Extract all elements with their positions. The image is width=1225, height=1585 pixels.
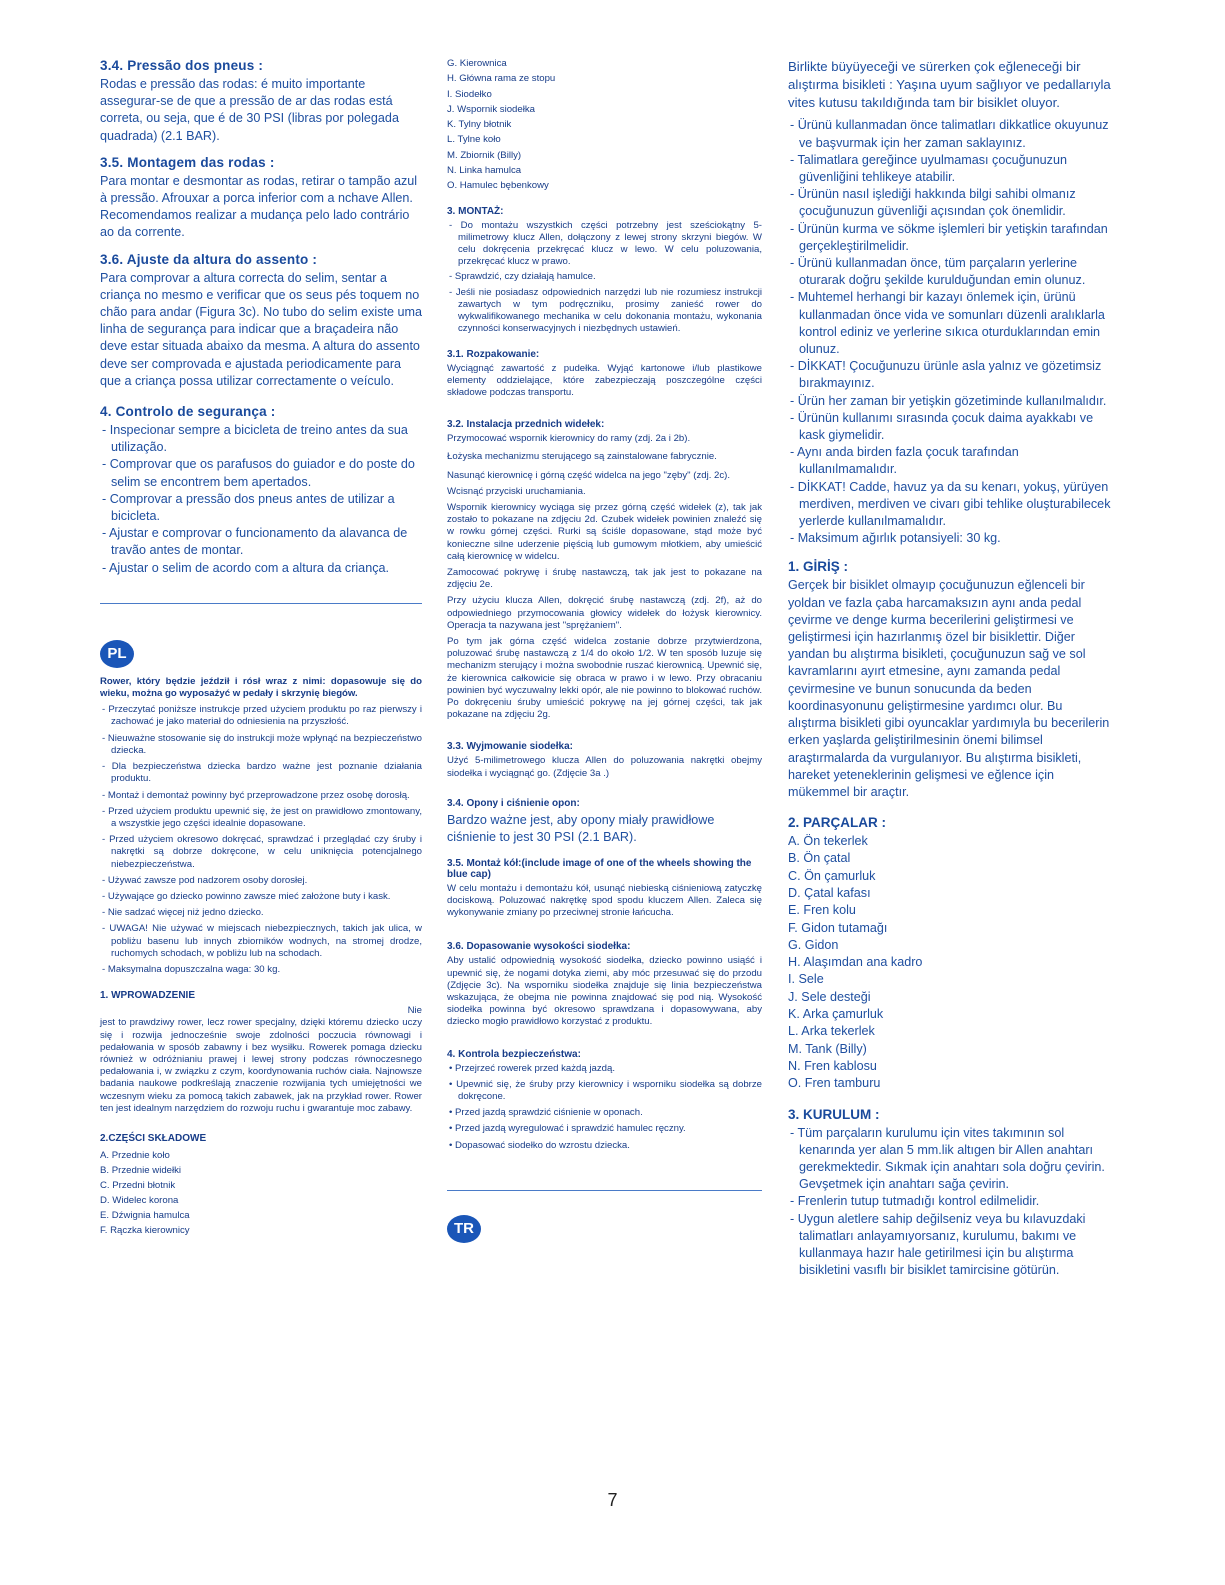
pl-assembly-list: [447, 220, 762, 336]
pl-s34-title: 3.4. Opony i ciśnienie opon:: [447, 797, 580, 809]
list-item: - Comprovar que os parafusos do guiador e do poste do selim se encontrem bem apertados.: [102, 457, 415, 489]
tr-language-badge: TR: [447, 1215, 481, 1243]
tr-badge-wrap: [447, 1215, 762, 1243]
list-item: - Do montażu wszystkich części potrzebny jest sześciokątny 5-milimetrowy klucz Allen, dołączony z lewej strony skrzyni biegów. W celu dokręcenia przekręcać klucz w lewo. W celu poluzowania, przekręcać klucz w prawo.: [449, 219, 762, 268]
section-divider: [447, 1190, 762, 1191]
list-item: - Używać zawsze pod nadzorem osoby dorosłej.: [102, 874, 308, 886]
pl-s35-text: W celu montażu i demontażu kół, usunąć niebieską ciśnieniową zatyczkę dociskową. Poluzować nakrętkę spod spodu kluczem Allen. Zaleca się wykonywanie zmiany po przeciwnej stronie łańcucha.: [447, 882, 762, 919]
list-item: A. Ön tekerlek: [788, 834, 868, 849]
list-item: G. Gidon: [788, 937, 839, 952]
list-item: • Dopasować siodełko do wzrostu dziecka.: [449, 1139, 630, 1151]
list-item: - Talimatlara gereğince uyulmaması çocuğunuzun güvenliğini tehlikeye atabilir.: [790, 152, 1067, 184]
list-item: - Maksimum ağırlık potansiyeli: 30 kg.: [790, 531, 1001, 546]
list-item: - Przed użyciem produktu upewnić się, że jest on prawidłowo zmontowany, a wszystkie jego części idealnie dopasowane.: [102, 805, 422, 829]
list-item: A. Przednie koło: [100, 1149, 170, 1161]
pl-s36-text: Aby ustalić odpowiednią wysokość siodełka, dziecko powinno usiąść i upewnić się, że nogami dotyka ziemi, aby móc przesuwać się do przodu (Zdjęcie 3c). Na wsporniku siodełka znajduje się linia bezpieczeństwa wskazująca, że obejma nie powinna znajdować się pod nią. Wysokość siodełka powinna być okresowo sprawdzana i dopasowywana, aby dziecko mogło prawidłowo korzystać z produktu.: [447, 955, 762, 1028]
tr-intro: Birlikte büyüyeceği ve sürerken çok eğleneceği bir alıştırma bisikleti : Yaşına uyum sağlıyor ve pedallarıyla vites kutusu takıldığında tam bir bisiklet oluyor.: [788, 59, 1111, 110]
pl-warnings-list: [100, 704, 422, 976]
pl-s32-p1: Przymocować wspornik kierownicy do ramy (zdj. 2a i 2b).: [447, 433, 691, 445]
pt-s36-title: 3.6. Ajuste da altura do assento :: [100, 251, 318, 267]
pl-s1-title: 1. WPROWADZENIE: [100, 990, 196, 1002]
pl-s32-p8: Po tym jak górna część widelca zostanie dobrze przytwierdzona, poluzować śrubę nastawczą z 1/4 do około 1/2. W ten sposób luzuje się mechanizm sterujący i można swobodnie ruszać kierownicą. Upewnić się, że kierownica całkowicie się obraca w prawo i w lewo. Przy obracaniu powinien być wyczuwalny lekki opór, ale nie powinno to blokować ruchów. Po dokręceniu śruby umieścić pokrywę na jej górnej części, tak jak pokazane na zdjęciu 2g.: [447, 635, 762, 721]
pl-s36-title: 3.6. Dopasowanie wysokości siodełka:: [447, 941, 631, 953]
list-item: E. Dźwignia hamulca: [100, 1210, 190, 1222]
list-item: - Przed użyciem okresowo dokręcać, sprawdzać i przeglądać czy śruby i nakrętki są dobrze dokręcone, w celu uniknięcia potencjalnego niebezpieczeństwa.: [102, 834, 422, 870]
list-item: D. Widelec korona: [100, 1195, 179, 1207]
pl-language-badge: PL: [100, 640, 134, 668]
pl-s32-title: 3.2. Instalacja przednich widełek:: [447, 419, 605, 431]
list-item: N. Linka hamulca: [447, 165, 522, 177]
pl-safety-list: [447, 1063, 762, 1152]
list-item: L. Tylne koło: [447, 134, 501, 146]
list-item: J. Wspornik siodełka: [447, 103, 535, 115]
pt-s34-text: Rodas e pressão das rodas: é muito importante assegurar-se de que a pressão de ar das rodas está correta, ou seja, que é de 30 PSI (libras por polegada quadrada) (2.1 BAR).: [100, 77, 399, 143]
list-item: I. Sele: [788, 972, 824, 987]
tr-warnings-list: [788, 117, 1113, 547]
list-item: - Inspecionar sempre a bicicleta de treino antes da sua utilização.: [102, 423, 408, 455]
column-middle: [447, 56, 762, 1243]
pt-s34-title: 3.4. Pressão dos pneus :: [100, 58, 264, 73]
pt-s36-text: Para comprovar a altura correcta do selim, sentar a criança no mesmo e verificar que os seus pés toquem no chão para andar (Figura 3c). No tubo do selim existe uma linha de segurança para indicar que a braçadeira não deve estar situada abaixo da mesma. A altura do assento deve ser comprovada e ajustada periodicamente para que a criança possa utilizar correctamente o veículo.: [100, 270, 423, 388]
pl-s34-text: Bardzo ważne jest, aby opony miały prawidłowe ciśnienie to jest 30 PSI (2.1 BAR).: [447, 812, 715, 844]
list-item: - Maksymalna dopuszczalna waga: 30 kg.: [102, 963, 281, 975]
column-left: [100, 52, 422, 1239]
pl-s1-text-a: Nie: [407, 1005, 422, 1017]
list-item: - Nieuważne stosowanie się do instrukcji może wpłynąć na bezpieczeństwo dziecka.: [102, 732, 422, 756]
list-item: N. Fren kablosu: [788, 1058, 877, 1073]
list-item: • Upewnić się, że śruby przy kierownicy i wsporniku siodełka są dobrze dokręcone.: [449, 1078, 762, 1103]
list-item: - Ürünün nasıl işlediği hakkında bilgi sahibi olmanız çocuğunuzun güvenliği açısından çok önemlidir.: [790, 187, 1076, 219]
list-item: - Ürünün kullanımı sırasında çocuk daima ayakkabı ve kask giymelidir.: [790, 410, 1094, 443]
list-item: C. Ön çamurluk: [788, 868, 876, 883]
pt-s35-title: 3.5. Montagem das rodas :: [100, 154, 275, 170]
list-item: - Ürün her zaman bir yetişkin gözetiminde kullanılmalıdır.: [790, 393, 1107, 408]
list-item: C. Przedni błotnik: [100, 1180, 176, 1192]
list-item: - Montaż i demontaż powinny być przeprowadzone przez osobę dorosłą.: [102, 789, 410, 801]
list-item: B. Przednie widełki: [100, 1165, 182, 1177]
pl-intro: Rower, który będzie jeździł i rósł wraz z nimi: dopasowuje się do wieku, można go wyposażyć w pedały i skrzynię biegów.: [100, 675, 422, 700]
list-item: - Ajustar o selim de acordo com a altura da criança.: [102, 560, 389, 575]
pl-s1-text-b: jest to prawdziwy rower, lecz rower specjalny, dzięki któremu dziecko uczy się i rozwija jednocześnie swoje zdolności poczucia równowagi i pedałowania w sposób zabawny i bez wysiłku. Rowerek pomaga dziecku również w odróżnianiu prawej i lewej strony podczas równoczesnego pedałowania i, w związku z czym, koordynowania ruchów ciała. Najnowsze badania naukowe podkreślają znaczenie rozwijania tych umiejętności we wczesnym wieku za pomocą takich zabawek, jak na przykład rower. Rower ten jest idealnym narzędziem do rozwoju ruchu i gwarantuje moc zabawy.: [100, 1017, 422, 1114]
pl-s35-title: 3.5. Montaż kół:(include image of one of the wheels showing the blue cap): [447, 857, 752, 880]
pl-s31-text: Wyciągnąć zawartość z pudełka. Wyjąć kartonowe i/lub plastikowe elementy oddzielające, które zabezpieczają poszczególne części składowe podczas transportu.: [447, 362, 762, 398]
pl-s2-title: 2.CZĘŚCI SKŁADOWE: [100, 1132, 207, 1144]
list-item: - Ürünün kurma ve sökme işlemleri bir yetişkin tarafından gerçekleştirilmelidir.: [790, 221, 1108, 253]
list-item: M. Zbiornik (Billy): [447, 149, 522, 161]
list-item: - Muhtemel herhangi bir kazayı önlemek için, ürünü kullanmadan önce vida ve somunları düzenli aralıklarla kontrol ediniz ve yerlerine sıkıca oturduklarından emin olunuz.: [790, 290, 1105, 357]
list-item: M. Tank (Billy): [788, 1041, 867, 1056]
pl-s33-text: Użyć 5-milimetrowego klucza Allen do poluzowania nakrętki obejmy siodełka i wyciągnąć go. (Zdjęcie 3a .): [447, 755, 762, 779]
pt-s35-text: Para montar e desmontar as rodas, retirar o tampão azul à pressão. Afrouxar a porca inferior com a nchave Allen. Recomendamos realizar a mudança pelo lado contrário ao da corrente.: [100, 173, 418, 240]
tr-s1-title: 1. GİRİŞ :: [788, 559, 849, 575]
pl-s32-p7: Przy użyciu klucza Allen, dokręcić śrubę nastawczą (zdj. 2f), aż do odpowiedniego przymocowania głowicy widełek do łożysk kierownicy. Operacja ta nazywana jest "sprężaniem".: [447, 595, 762, 631]
list-item: - UWAGA! Nie używać w miejscach niebezpiecznych, takich jak ulica, w pobliżu basenu lub innych zbiorników wodnych, na stromej drodze, ruchomych schodach, w pobliżu lub na schodach.: [102, 923, 422, 959]
list-item: G. Kierownica: [447, 58, 507, 69]
pt-s4-title: 4. Controlo de segurança :: [100, 404, 276, 420]
list-item: H. Alaşımdan ana kadro: [788, 955, 923, 970]
list-item: - Nie sadzać więcej niż jedno dziecko.: [102, 907, 264, 919]
list-item: - Uygun aletlere sahip değilseniz veya bu kılavuzdaki talimatları anlayamıyorsanız, kurulumu, bakımı ve kullanmaya hazır hale getirilmesi için bu alıştırma bisikletini vasıflı bir bisiklet tamircisine götürün.: [790, 1211, 1086, 1278]
pl-badge-wrap: [100, 640, 422, 668]
pt-safety-list: [100, 422, 422, 577]
tr-s3-title: 3. KURULUM :: [788, 1106, 880, 1122]
pl-parts-list-b: [447, 56, 762, 194]
column-right: [788, 58, 1113, 1279]
pl-s3-title: 3. MONTAŻ:: [447, 205, 504, 217]
list-item: E. Fren kolu: [788, 903, 856, 918]
list-item: - Aynı anda birden fazla çocuk tarafından kullanılmamalıdır.: [790, 445, 1019, 477]
pl-s32-p6: Zamocować pokrywę i śrubę nastawczą, tak jak jest to pokazane na zdjęciu 2e.: [447, 566, 762, 591]
list-item: - Przeczytać poniższe instrukcje przed użyciem produktu po raz pierwszy i zachować je jako materiał do odniesienia na przyszłość.: [102, 704, 422, 728]
section-divider: [100, 603, 422, 604]
pl-s32-p2: Łożyska mechanizmu sterującego są zainstalowane fabrycznie.: [447, 451, 717, 463]
list-item: • Przejrzeć rowerek przed każdą jazdą.: [449, 1062, 615, 1074]
list-item: L. Arka tekerlek: [788, 1024, 875, 1039]
list-item: K. Tylny błotnik: [447, 119, 512, 131]
page-number: 7: [607, 1490, 618, 1510]
list-item: B. Ön çatal: [788, 851, 851, 866]
list-item: - Ajustar e comprovar o funcionamento da alavanca de travão antes de montar.: [102, 526, 408, 558]
list-item: - Używające go dziecko powinno zawsze mieć założone buty i kask.: [102, 890, 391, 902]
list-item: • Przed jazdą wyregulować i sprawdzić hamulec ręczny.: [449, 1123, 686, 1135]
tr-assembly-list: [788, 1125, 1113, 1280]
list-item: D. Çatal kafası: [788, 886, 871, 900]
list-item: - Ürünü kullanmadan önce talimatları dikkatlice okuyunuz ve başvurmak için her zaman saklayınız.: [790, 118, 1109, 150]
pl-s31-title: 3.1. Rozpakowanie:: [447, 348, 540, 360]
list-item: I. Siodełko: [447, 88, 492, 100]
list-item: O. Hamulec bębenkowy: [447, 180, 549, 192]
tr-s1-text: Gerçek bir bisiklet olmayıp çocuğunuzun eğlenceli bir yoldan ve fazla çaba harcamaksızın aynı anda pedal çevirme ve denge kurma becerilerini geliştirmesi ve geliştirmesi için hazırlanmış özel bir bisiklettir. Diğer yandan bu alıştırma bisikleti, çocuğunuzun sağ ve sol kavramlarını ayırt etmesine, aynı zamanda pedal çevirmesine ve bunun sonucunda da beden koordinasyonunu geliştirmesine yardımcı olur. Bu alıştırma bisikleti gibi oyuncaklar yardımıyla bu becerilerin erken yaşlarda geliştirilmesinin önemi bilimsel araştırmalarda da vurgulanıyor. Bu alıştırma bisikleti, hareket yeteneklerinin gelişmesi ve eğlence için mükemmel bir araçtır.: [788, 578, 1110, 799]
pl-parts-list-a: [100, 1148, 422, 1239]
tr-s2-title: 2. PARÇALAR :: [788, 815, 887, 831]
list-item: J. Sele desteği: [788, 989, 871, 1004]
list-item: F. Gidon tutamağı: [788, 920, 888, 935]
list-item: - Frenlerin tutup tutmadığı kontrol edilmelidir.: [790, 1194, 1040, 1209]
list-item: - DİKKAT! Cadde, havuz ya da su kenarı, yokuş, yürüyen merdiven, merdiven ve civarı gibi tehlike oluşturabilecek yerlerde kullanılmamalıdır.: [790, 479, 1111, 529]
list-item: - Dla bezpieczeństwa dziecka bardzo ważne jest poznanie działania produktu.: [102, 761, 422, 785]
list-item: - Comprovar a pressão dos pneus antes de utilizar a bicicleta.: [102, 491, 395, 524]
list-item: - DİKKAT! Çocuğunuzu ürünle asla yalnız ve gözetimsiz bırakmayınız.: [790, 359, 1102, 391]
pl-s32-p3: Nasunąć kierownicę i górną część widelca na jego "zęby" (zdj. 2c).: [447, 469, 731, 481]
tr-parts-list: [788, 833, 1113, 1092]
pl-s32-p4: Wcisnąć przyciski uruchamiania.: [447, 485, 586, 497]
list-item: - Jeśli nie posiadasz odpowiednich narzędzi lub nie rozumiesz instrukcji zawartych w tym podręczniku, prosimy zanieść rower do wykwalifikowanego mechanika w celu dokonania montażu, wykonania czynności konserwacyjnych i niezbędnych ustawień.: [449, 286, 762, 335]
pl-s4-title: 4. Kontrola bezpieczeństwa:: [447, 1048, 581, 1060]
list-item: - Ürünü kullanmadan önce, tüm parçaların yerlerine oturarak doğru şekilde kurulduğundan emin olunuz.: [790, 256, 1086, 288]
list-item: K. Arka çamurluk: [788, 1007, 884, 1022]
list-item: • Przed jazdą sprawdzić ciśnienie w oponach.: [449, 1107, 643, 1119]
list-item: - Sprawdzić, czy działają hamulce.: [449, 271, 596, 283]
list-item: H. Główna rama ze stopu: [447, 73, 556, 85]
pl-s33-title: 3.3. Wyjmowanie siodełka:: [447, 741, 573, 753]
list-item: F. Rączka kierownicy: [100, 1225, 190, 1237]
list-item: - Tüm parçaların kurulumu için vites takımının sol kenarında yer alan 5 mm.lik altıgen bir Allen anahtarı gerekmektedir. Sıkmak için anahtarı sola doğru çevirin. Gevşetmek için anahtarı sağa çevirin.: [790, 1125, 1105, 1192]
pl-s32-p5: Wspornik kierownicy wyciąga się przez górną część widełek (z), tak jak zostało to pokazane na zdjęciu 2d. Czubek widełek powinien znaleźć się w rowku górnej części. Rurki są ściśle dopasowane, stąd może być konieczne silne uderzenie pięścią lub gumowym młotkiem, aby umieścić całą kierownicę w widelcu.: [447, 501, 762, 562]
list-item: O. Fren tamburu: [788, 1076, 881, 1091]
